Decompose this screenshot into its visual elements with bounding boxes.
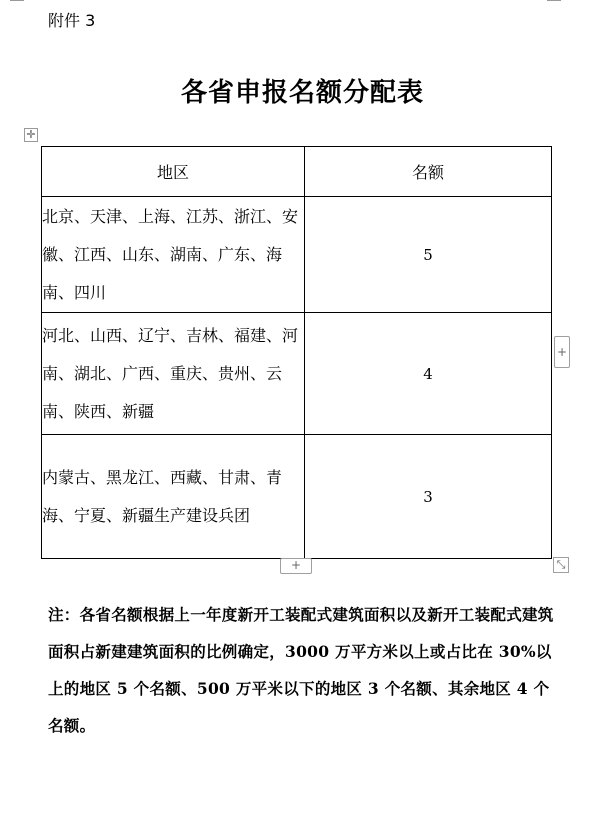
plus-icon: + (556, 345, 568, 359)
quota-cell[interactable]: 3 (305, 435, 552, 559)
plus-icon: + (290, 558, 302, 572)
quota-cell[interactable]: 5 (305, 197, 552, 313)
table-row (42, 197, 552, 313)
table-header-row (42, 147, 552, 197)
add-row-button[interactable] (280, 558, 312, 574)
table-row (42, 313, 552, 435)
quota-table (41, 146, 552, 559)
page-title: 各省申报名额分配表 (180, 78, 424, 108)
page-corner-mark-right (547, 0, 561, 1)
header-quota: 名额 (305, 147, 552, 197)
page-corner-mark-left (10, 0, 24, 1)
resize-diagonal-icon: ⤡ (556, 558, 566, 571)
table-move-handle[interactable] (24, 128, 38, 142)
region-cell[interactable]: 内蒙古、黑龙江、西藏、甘肃、青海、宁夏、新疆生产建设兵团 (42, 435, 305, 559)
move-icon: ✛ (26, 128, 36, 141)
table-resize-handle[interactable] (553, 557, 569, 573)
header-region: 地区 (42, 147, 305, 197)
add-column-button[interactable] (554, 336, 570, 368)
region-cell[interactable]: 河北、山西、辽宁、吉林、福建、河南、湖北、广西、重庆、贵州、云南、陕西、新疆 (42, 313, 305, 435)
region-cell[interactable]: 北京、天津、上海、江苏、浙江、安徽、江西、山东、湖南、广东、海南、四川 (42, 197, 305, 313)
table-row (42, 435, 552, 559)
quota-cell[interactable]: 4 (305, 313, 552, 435)
attachment-label: 附件 3 (48, 11, 96, 30)
footnote: 注：各省名额根据上一年度新开工装配式建筑面积以及新开工装配式建筑面积占新建建筑面积的比例确定，3000 万平方米以上或占比在 30%以上的地区 5 个名额、500 万平米以下的地区 3 个名额、其余地区 4 个名额。 (48, 605, 554, 735)
